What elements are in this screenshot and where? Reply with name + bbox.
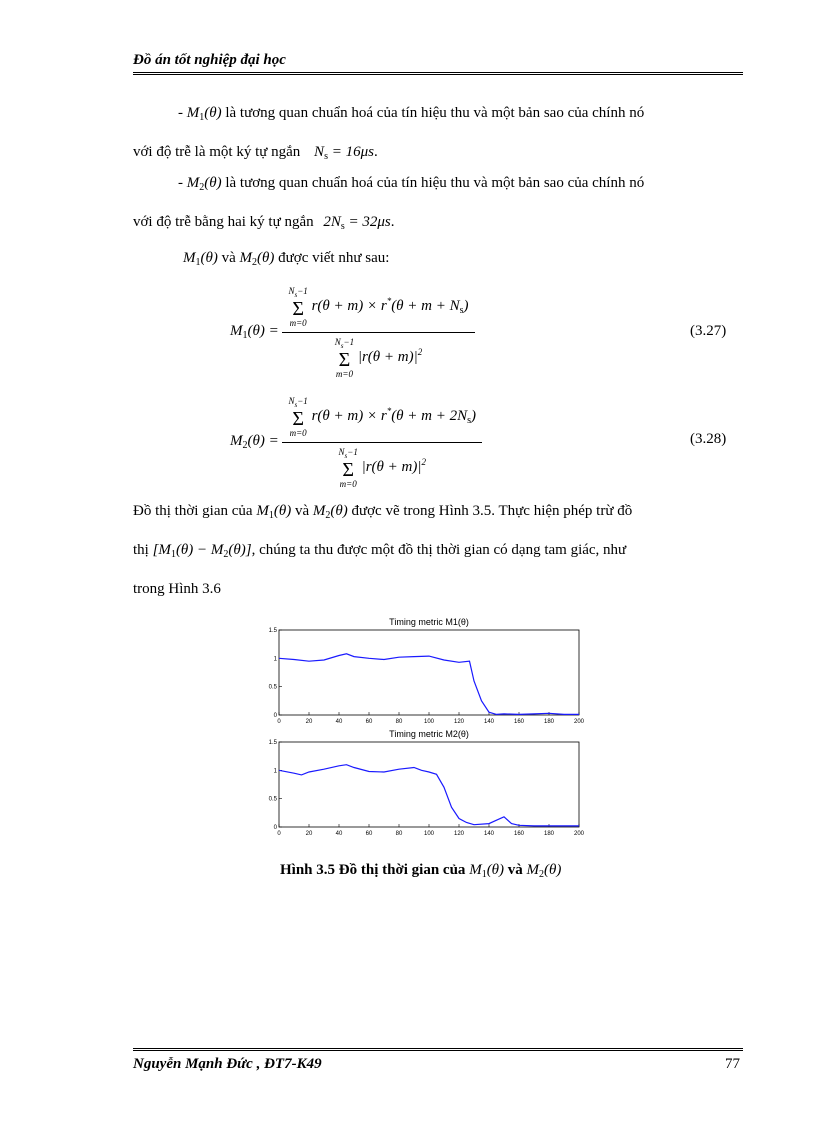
page-header-title: Đồ án tốt nghiệp đại học xyxy=(133,52,286,68)
x-tick-label: 20 xyxy=(305,719,313,725)
intro-text: được viết như sau: xyxy=(278,250,390,266)
x-tick-label: 20 xyxy=(305,831,313,837)
equation-3-27: $M_1(\theta)$ = $N_s-1$ Σ m=0 $r(\theta + m) \times r^*(\theta + m + N_s)$ $N_s-1$ Σ m=0 $|r(\theta + m)|^2$ xyxy=(230,286,475,379)
x-tick-label: 60 xyxy=(365,719,373,725)
y-tick-label: 1 xyxy=(273,656,277,663)
equation-number-3-28: (3.28) xyxy=(690,431,727,447)
symbol-m2-p4: $M_2(\theta)$ xyxy=(312,503,348,521)
paragraph-m1-definition: - $M_1(\theta)$ là tương quan chuẩn hoá của tín hiệu thu và một bản sao của chính nó với độ trễ là một ký tự ngắn $N_s = 16\mu s$. xyxy=(133,105,645,162)
x-tick-label: 100 xyxy=(423,831,435,837)
symbol-m1-p4: $M_1(\theta)$ xyxy=(256,503,292,521)
p4-and: và xyxy=(294,503,310,519)
y-tick-label: 0.5 xyxy=(268,684,277,691)
y-tick-label: 1.5 xyxy=(268,628,277,634)
m2-description-cont: với độ trễ bằng hai ký tự ngắn xyxy=(133,214,314,230)
y-tick-label: 0 xyxy=(273,713,277,719)
x-tick-label: 0 xyxy=(277,831,281,837)
p4-text-a: Đồ thị thời gian của xyxy=(133,503,253,519)
chart-title: Timing metric M2(θ) xyxy=(389,729,469,739)
difference-expression: $[M_1(\theta) - M_2(\theta)]$ xyxy=(152,542,252,560)
word-and: và xyxy=(221,250,236,266)
x-tick-label: 80 xyxy=(395,719,403,725)
paragraph-figure-reference xyxy=(133,494,736,607)
symbol-m2: $M_2(\theta)$ xyxy=(186,175,222,193)
y-tick-label: 1 xyxy=(273,768,277,775)
p4-text-d: , chúng ta thu được một đồ thị thời gian có dạng tam giác, như xyxy=(251,542,627,558)
p4-text-c: thị xyxy=(133,542,149,558)
x-tick-label: 60 xyxy=(365,831,373,837)
x-tick-label: 160 xyxy=(513,831,525,837)
x-tick-label: 200 xyxy=(573,719,585,725)
x-tick-label: 40 xyxy=(335,719,343,725)
x-tick-label: 120 xyxy=(453,831,465,837)
plot-m2 xyxy=(269,729,585,837)
caption-symbol-m2: $M_2(\theta)$ xyxy=(526,862,562,880)
footer-divider xyxy=(133,1048,743,1051)
paragraph-m2-definition: - $M_2(\theta)$ là tương quan chuẩn hoá của tín hiệu thu và một bản sao của chính nó với độ trễ bằng hai ký tự ngắn $2N_s = 32\mu s$. xyxy=(133,175,645,232)
m1-description-cont: với độ trễ là một ký tự ngắn xyxy=(133,144,301,160)
y-tick-label: 0 xyxy=(273,825,277,831)
plot-frame xyxy=(279,742,579,827)
caption-symbol-m1: $M_1(\theta)$ xyxy=(469,862,505,880)
x-tick-label: 180 xyxy=(543,831,555,837)
x-tick-label: 200 xyxy=(573,831,585,837)
symbol-m1: $M_1(\theta)$ xyxy=(186,105,222,123)
m1-description: là tương quan chuẩn hoá của tín hiệu thu và một bản sao của chính nó xyxy=(225,105,645,121)
y-tick-label: 1.5 xyxy=(268,740,277,746)
paragraph-intro-equations xyxy=(133,241,736,280)
page-number: 77 xyxy=(725,1056,740,1072)
x-tick-label: 40 xyxy=(335,831,343,837)
m2-delay-equation: $2N_s = 32\mu s$ xyxy=(323,214,391,232)
equation-number-3-27: (3.27) xyxy=(690,323,727,339)
p4-text-e: trong Hình 3.6 xyxy=(133,581,221,597)
p4-text-b: được vẽ trong Hình 3.5. Thực hiện phép trừ đồ xyxy=(351,503,633,519)
caption-text: Hình 3.5 Đồ thị thời gian của xyxy=(280,862,466,878)
x-tick-label: 80 xyxy=(395,831,403,837)
footer-author: Nguyễn Mạnh Đức , ĐT7-K49 xyxy=(133,1056,322,1072)
equation-3-28: $M_2(\theta)$ = $N_s-1$ Σ m=0 $r(\theta + m) \times r^*(\theta + m + 2N_s)$ $N_s-1$ Σ m=0 $|r(\theta + m)|^2$ xyxy=(230,396,482,489)
m2-description: là tương quan chuẩn hoá của tín hiệu thu và một bản sao của chính nó xyxy=(225,175,645,191)
plot-m1 xyxy=(269,617,585,725)
y-tick-label: 0.5 xyxy=(268,796,277,803)
chart-title: Timing metric M1(θ) xyxy=(389,617,469,627)
m1-delay-equation: $N_s = 16\mu s$ xyxy=(314,144,374,162)
figure-caption xyxy=(280,862,561,880)
x-tick-label: 120 xyxy=(453,719,465,725)
x-tick-label: 140 xyxy=(483,719,495,725)
x-tick-label: 160 xyxy=(513,719,525,725)
symbol-m1-inline: $M_1(\theta)$ xyxy=(183,250,218,268)
x-tick-label: 0 xyxy=(277,719,281,725)
x-tick-label: 100 xyxy=(423,719,435,725)
series-line xyxy=(279,654,579,715)
header-divider xyxy=(133,72,743,75)
x-tick-label: 180 xyxy=(543,719,555,725)
symbol-m2-inline: $M_2(\theta)$ xyxy=(239,250,275,268)
plot-frame xyxy=(279,630,579,715)
figure-timing-metrics xyxy=(255,606,600,846)
caption-and: và xyxy=(507,862,523,878)
series-line xyxy=(279,765,579,826)
x-tick-label: 140 xyxy=(483,831,495,837)
